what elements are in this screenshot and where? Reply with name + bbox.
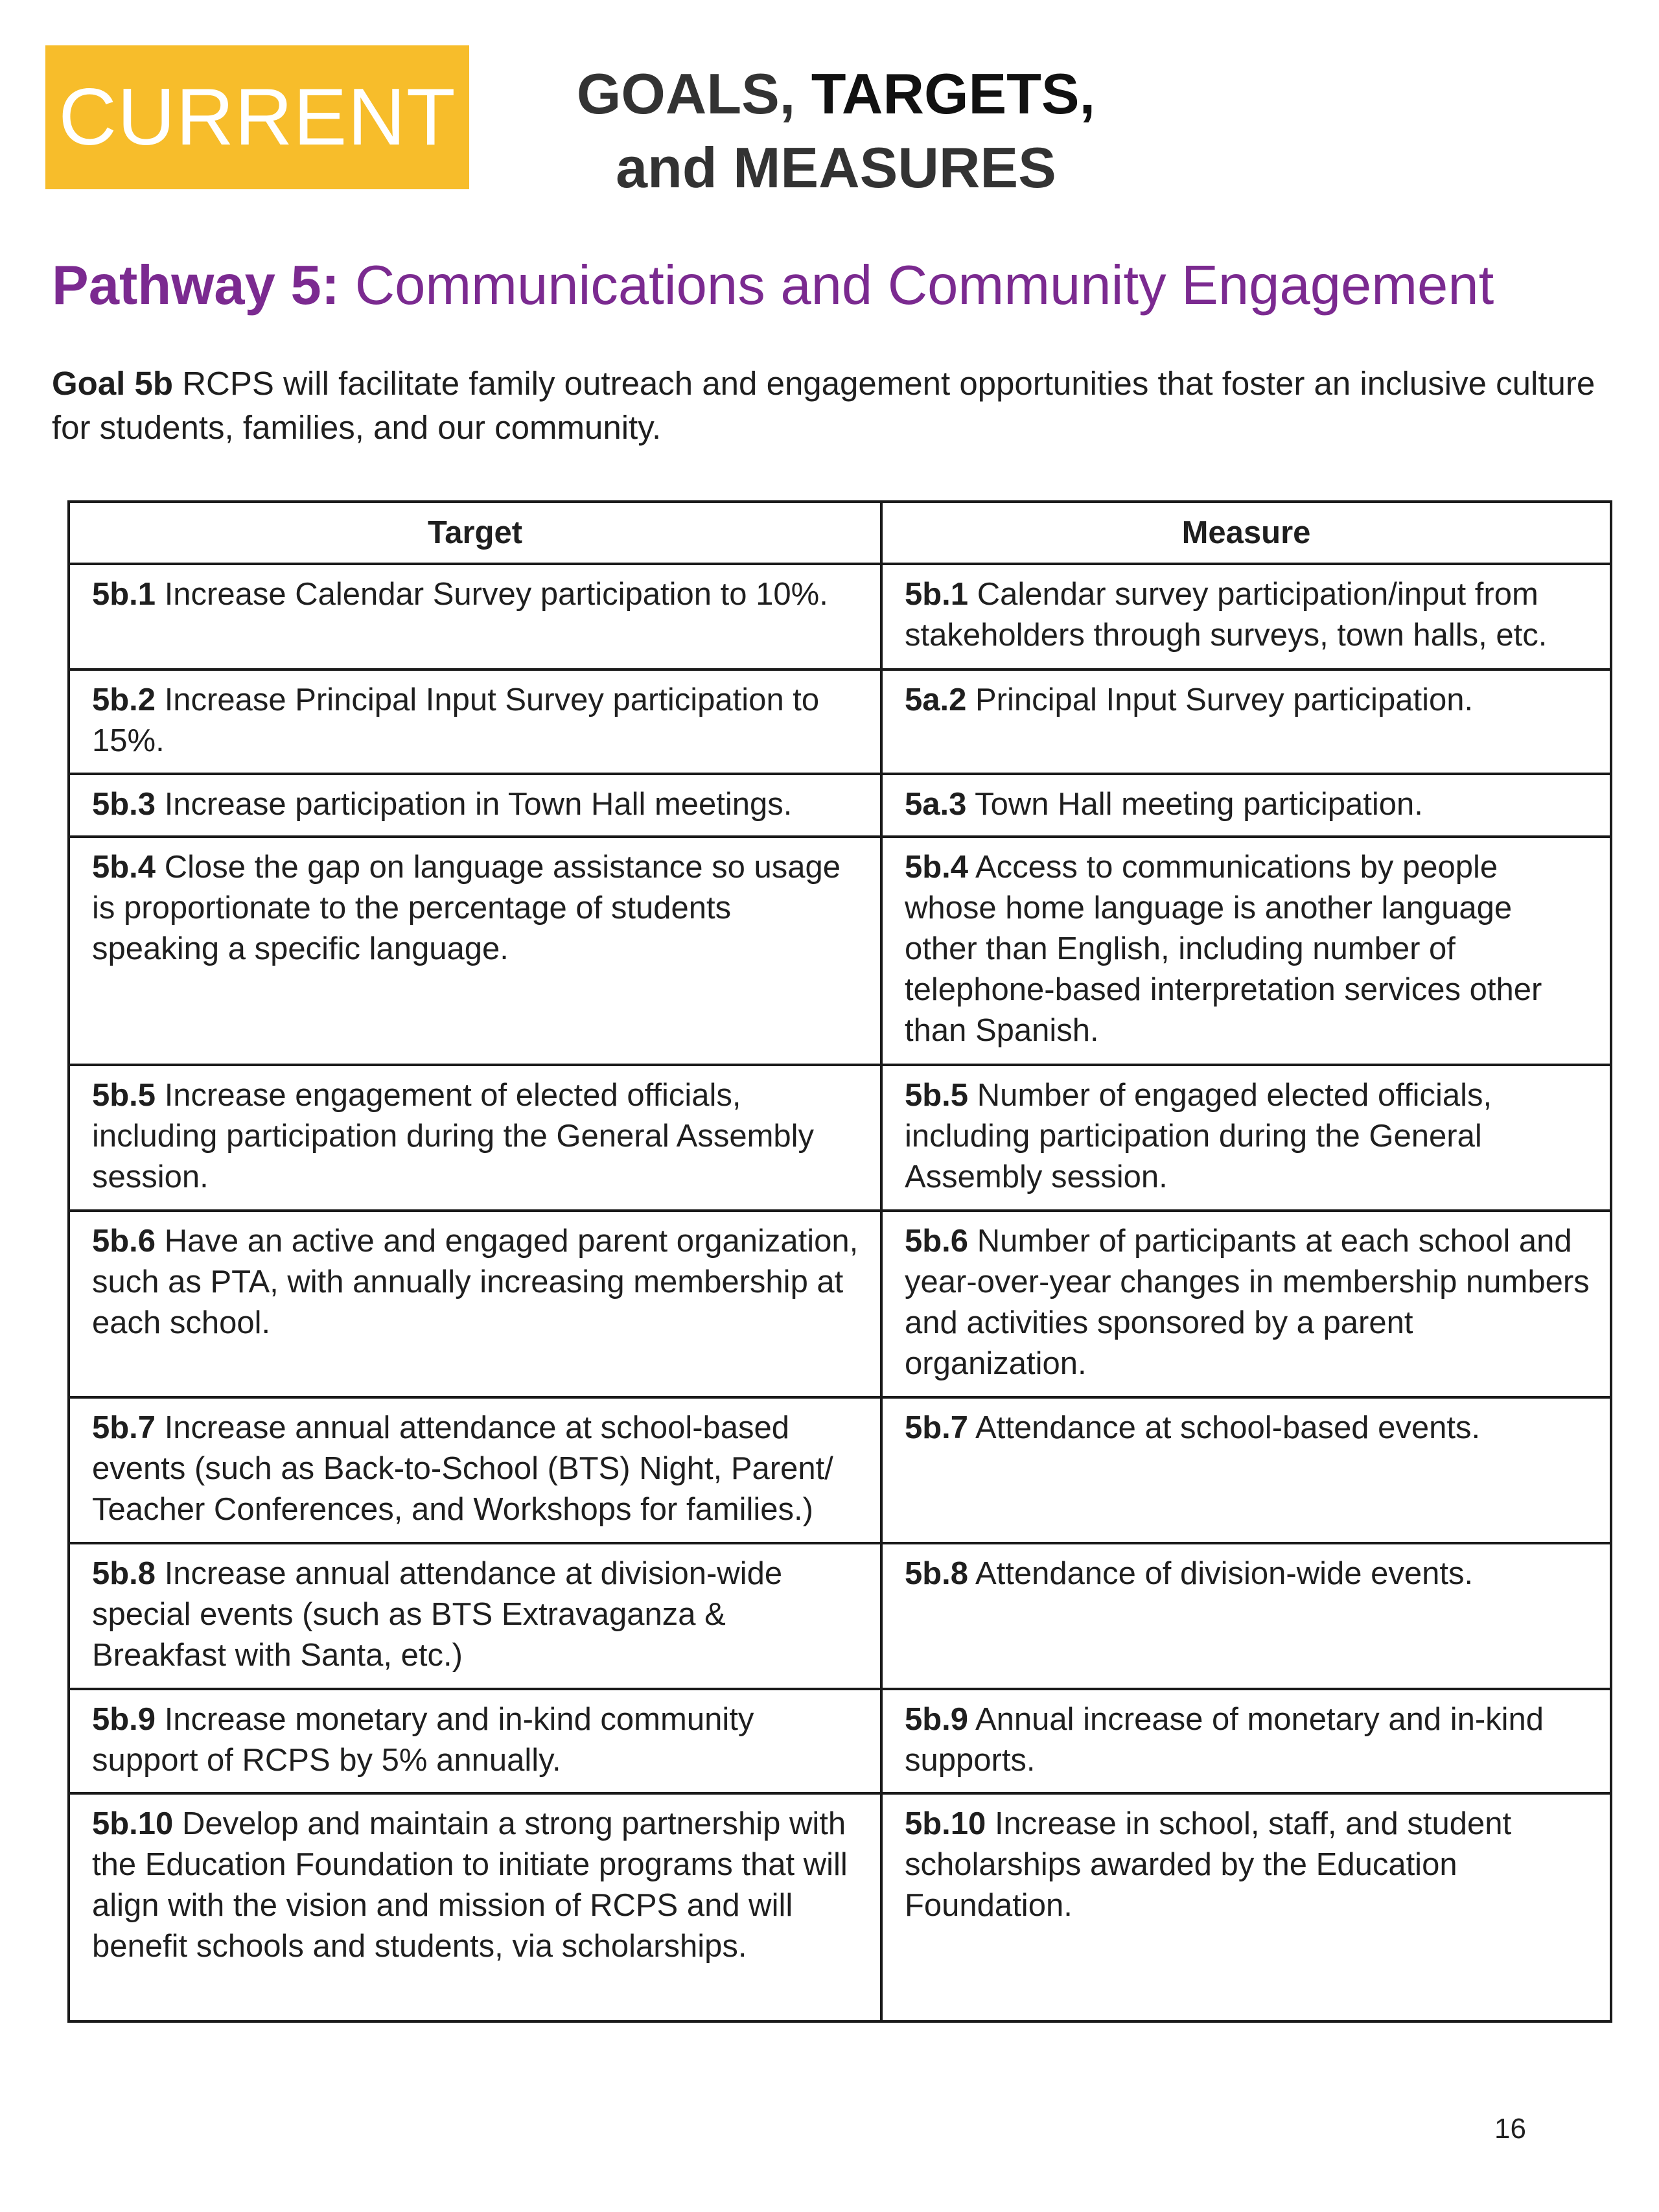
measure-text: Calendar survey participation/input from stakeholders through surveys, town halls, etc. [905,577,1548,653]
target-text: Increase monetary and in-kind community support of RCPS by 5% annually. [92,1702,754,1778]
target-text: Increase annual attendance at school-based events (such as Back-to-School (BTS) Night, Parent/ Teacher Conferences, and Workshops for families.) [92,1410,833,1527]
target-text: Have an active and engaged parent organization, such as PTA, with annually increasing membership at each school. [92,1224,859,1340]
measure-code: 5b.6 [905,1224,969,1259]
target-column-header: Target [69,502,881,564]
target-code: 5b.1 [92,577,156,612]
page-heading-line-1 [518,57,1154,131]
target-code: 5b.6 [92,1224,156,1259]
measure-cell [881,837,1611,1065]
target-cell [69,669,881,774]
pathway-label: Pathway 5: [52,255,340,316]
measure-text: Principal Input Survey participation. [975,682,1474,717]
table-row [69,774,1611,837]
measure-code: 5b.10 [905,1806,986,1841]
measure-text: Increase in school, staff, and student scholarships awarded by the Education Foundation. [905,1806,1512,1923]
measure-text: Attendance of division-wide events. [975,1556,1474,1591]
measure-text: Annual increase of monetary and in-kind supports. [905,1702,1544,1778]
measure-cell [881,1793,1611,2021]
measure-code: 5b.1 [905,577,969,612]
pathway-title [52,254,1633,318]
target-code: 5b.5 [92,1078,156,1113]
table-row [69,1793,1611,2021]
measure-column-header: Measure [881,502,1611,564]
target-cell [69,837,881,1065]
table-row [69,564,1611,669]
target-text: Increase annual attendance at division-wide special events (such as BTS Extravaganza & Breakfast with Santa, etc.) [92,1556,783,1673]
table-row [69,1065,1611,1211]
target-text: Increase engagement of elected officials, including participation during the General Assembly session. [92,1078,815,1194]
table-row [69,1689,1611,1793]
page-heading-goals: GOALS, [576,62,811,126]
table-row [69,669,1611,774]
measure-code: 5b.4 [905,850,969,885]
measure-cell [881,774,1611,837]
measure-cell [881,1065,1611,1211]
measure-text: Access to communications by people whose home language is another language other than English, including number of telephone-based interpretation services other than Spanish. [905,850,1542,1048]
page-heading-line-2: and MEASURES [616,135,1056,200]
pathway-name: Communications and Community Engagement [354,255,1494,316]
target-cell [69,1793,881,2021]
goal-label: Goal 5b [52,365,174,402]
target-code: 5b.2 [92,682,156,717]
target-code: 5b.10 [92,1806,174,1841]
table-row [69,1397,1611,1543]
measure-cell [881,564,1611,669]
measure-code: 5b.8 [905,1556,969,1591]
measure-cell [881,669,1611,774]
current-badge [45,45,469,189]
goal-statement [52,362,1633,450]
targets-measures-table [67,500,1612,2023]
table-row [69,1543,1611,1689]
target-code: 5b.8 [92,1556,156,1591]
goal-text: RCPS will facilitate family outreach and engagement opportunities that foster an inclusive culture for students, families, and our community. [52,365,1595,446]
measure-cell [881,1397,1611,1543]
page-heading-targets: TARGETS, [811,62,1096,126]
target-cell [69,1397,881,1543]
target-cell [69,564,881,669]
measure-text: Town Hall meeting participation. [975,787,1423,822]
measure-code: 5a.3 [905,787,967,822]
target-text: Increase Calendar Survey participation to 10%. [164,577,828,612]
target-code: 5b.9 [92,1702,156,1737]
measure-cell [881,1689,1611,1793]
measure-text: Attendance at school-based events. [975,1410,1481,1445]
target-cell [69,1065,881,1211]
table-header-row [69,502,1611,564]
target-cell [69,1543,881,1689]
page-heading [518,57,1154,205]
target-text: Increase participation in Town Hall meetings. [164,787,793,822]
target-code: 5b.4 [92,850,156,885]
table-row [69,837,1611,1065]
target-text: Close the gap on language assistance so usage is proportionate to the percentage of students speaking a specific language. [92,850,841,966]
measure-code: 5a.2 [905,682,967,717]
measure-text: Number of participants at each school and year-over-year changes in membership numbers and activities sponsored by a parent organization. [905,1224,1590,1381]
target-code: 5b.7 [92,1410,156,1445]
target-code: 5b.3 [92,787,156,822]
target-cell [69,1211,881,1397]
target-text: Develop and maintain a strong partnership with the Education Foundation to initiate programs that will align with the vision and mission of RCPS and will benefit schools and students, via scholarships. [92,1806,848,1964]
measure-cell [881,1543,1611,1689]
page-number: 16 [1494,2113,1526,2145]
measure-text: Number of engaged elected officials, including participation during the General Assembly session. [905,1078,1492,1194]
current-badge-label: CURRENT [58,73,456,162]
measure-code: 5b.7 [905,1410,969,1445]
measure-code: 5b.9 [905,1702,969,1737]
table-row [69,1211,1611,1397]
target-cell [69,774,881,837]
target-cell [69,1689,881,1793]
measure-cell [881,1211,1611,1397]
target-text: Increase Principal Input Survey participation to 15%. [92,682,820,758]
measure-code: 5b.5 [905,1078,969,1113]
